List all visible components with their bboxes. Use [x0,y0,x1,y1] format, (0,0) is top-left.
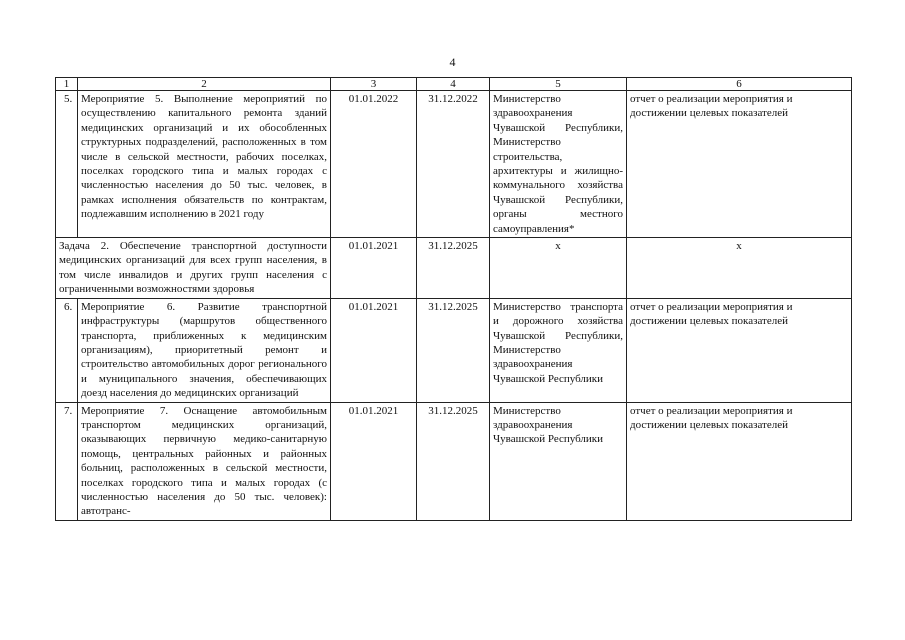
responsible-organization: Министерство здравоохранения Чувашской Республики, Министерство строительства, архитектуры и жилищно-коммунального хозяйства Чувашской Республики, органы местного самоуправления* [490,91,627,238]
expected-result: отчет о реализации мероприятия и достижении целевых показателей [627,298,852,402]
column-header: 5 [490,78,627,91]
start-date: 01.01.2021 [331,298,417,402]
responsible-organization: Министерство здравоохранения Чувашской Республики [490,402,627,520]
page-number: 4 [449,55,456,69]
row-number: 6. [56,298,78,402]
row-number: 5. [56,91,78,238]
responsible-organization: Министерство транспорта и дорожного хозяйства Чувашской Республики, Министерство здравоохранения Чувашской Республики [490,298,627,402]
table-header-row [56,78,852,91]
activity-description: Мероприятие 6. Развитие транспортной инфраструктуры (маршрутов общественного транспорта, приближенных к медицинским организациям), приоритетный ремонт и строительство автомобильных дорог регионального и муниципального значения, обеспечивающих доезд населения до медицинских организаций [78,298,331,402]
row-number: 7. [56,402,78,520]
activity-description-cell [78,402,331,520]
end-date: 31.12.2025 [417,402,490,520]
column-header: 6 [627,78,852,91]
activities-table [55,77,852,521]
responsible-organization: x [490,238,627,299]
end-date: 31.12.2025 [417,238,490,299]
table-row [56,298,852,402]
table-row-task [56,238,852,299]
column-header: 4 [417,78,490,91]
table-row [56,91,852,238]
expected-result: отчет о реализации мероприятия и достижении целевых показателей [627,91,852,238]
start-date: 01.01.2022 [331,91,417,238]
end-date: 31.12.2025 [417,298,490,402]
expected-result: отчет о реализации мероприятия и достижении целевых показателей [627,402,852,520]
column-header: 2 [78,78,331,91]
column-header: 1 [56,78,78,91]
task-description: Задача 2. Обеспечение транспортной доступности медицинских организаций для всех групп населения, в том числе инвалидов и других групп населения с ограниченными возможностями здоровья [56,238,331,299]
activity-description: Мероприятие 5. Выполнение мероприятий по осуществлению капитального ремонта зданий медицинских организаций и их обособленных структурных подразделений, расположенных в том числе в сельской местности, рабочих поселках, поселках городского типа и малых городах с численностью населения до 50 тыс. человек, в рамках исполнения обязательств по контрактам, подлежавшим исполнению в 2021 году [78,91,331,238]
table-row [56,402,852,520]
expected-result: x [627,238,852,299]
start-date: 01.01.2021 [331,402,417,520]
end-date: 31.12.2022 [417,91,490,238]
start-date: 01.01.2021 [331,238,417,299]
activity-description: Мероприятие 7. Оснащение автомобильным транспортом медицинских организаций, оказывающих первичную медико-санитарную помощь, центральных районных и районных больниц, расположенных в сельской местности, поселках городского типа и малых городах (с численностью населения до 50 тыс. человек): автотранс- [81,404,327,518]
column-header: 3 [331,78,417,91]
